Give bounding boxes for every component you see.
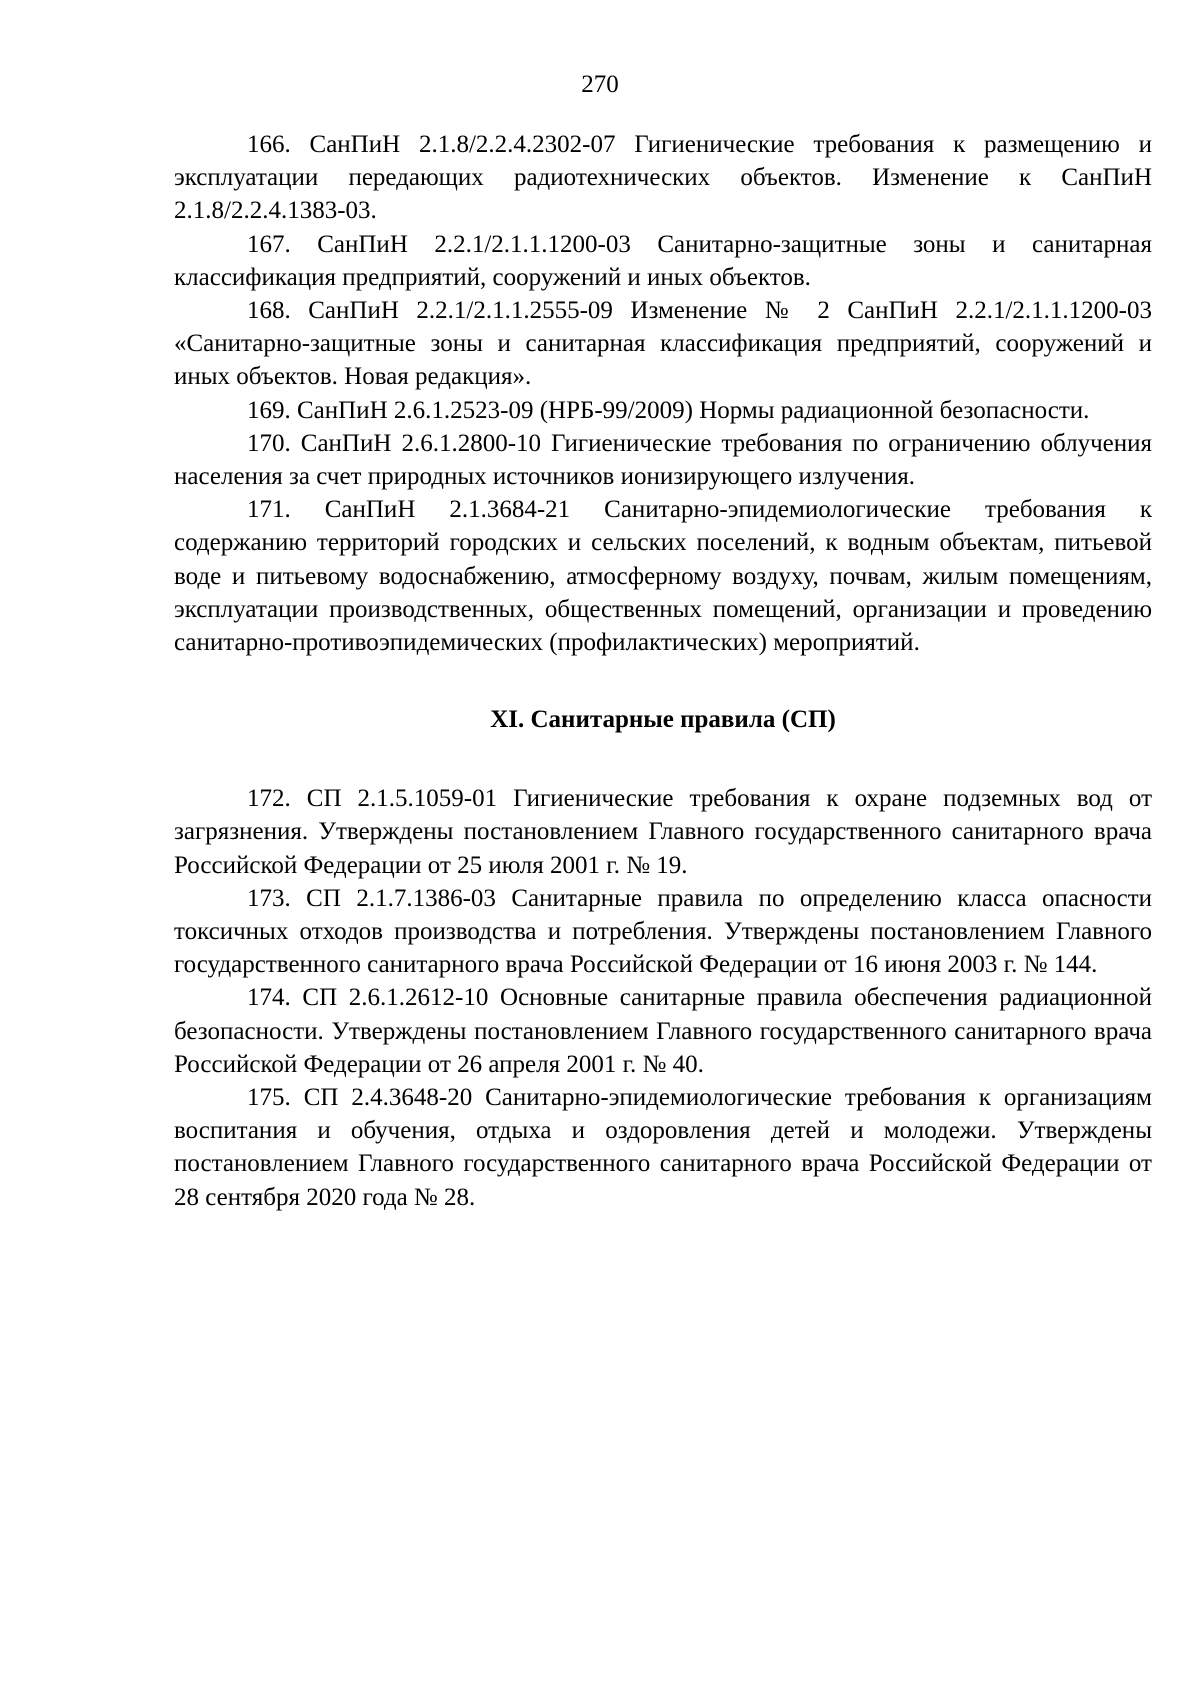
list-item-175: 175. СП 2.4.3648-20 Санитарно-эпидемиологические требования к организациям воспитания и обучения, отдыха и оздоровления детей и молодежи. Утверждены постановлением Главного государственного санитарного врача Российской Федерации от 28 сентября 2020 года № 28.: [174, 1084, 1152, 1211]
list-item-171: 171. СанПиН 2.1.3684-21 Санитарно-эпидемиологические требования к содержанию территорий городских и сельских поселений, к водным объектам, питьевой воде и питьевому водоснабжению, атмосферному воздуху, почвам, жилым помещениям, эксплуатации производственных, общественных помещений, организации и проведению санитарно-противоэпидемических (профилактических) мероприятий.: [174, 496, 1152, 657]
list-item-170: 170. СанПиН 2.6.1.2800-10 Гигиенические требования по ограничению облучения населения за счет природных источников ионизирующего излучения.: [174, 429, 1152, 491]
list-item-172: 172. СП 2.1.5.1059-01 Гигиенические требования к охране подземных вод от загрязнения. Утверждены постановлением Главного государственного санитарного врача Российской Федерации от 25 июля 2001 г. № 19.: [174, 785, 1152, 879]
list-item-166: 166. СанПиН 2.1.8/2.2.4.2302-07 Гигиенические требования к размещению и эксплуатации передающих радиотехнических объектов. Изменение к СанПиН 2.1.8/2.2.4.1383-03.: [174, 131, 1152, 225]
document-body: [174, 128, 1152, 1214]
page-number: 270: [581, 71, 619, 98]
list-item-174: 174. СП 2.6.1.2612-10 Основные санитарные правила обеспечения радиационной безопасности. Утверждены постановлением Главного государственного санитарного врача Российской Федерации от 26 апреля 2001 г. № 40.: [174, 984, 1152, 1078]
list-item-169: 169. СанПиН 2.6.1.2523-09 (НРБ-99/2009) Нормы радиационной безопасности.: [247, 396, 1090, 424]
list-item-167: 167. СанПиН 2.2.1/2.1.1.1200-03 Санитарно-защитные зоны и санитарная классификация предприятий, сооружений и иных объектов.: [174, 230, 1152, 291]
list-item-168: 168. СанПиН 2.2.1/2.1.1.2555-09 Изменение № 2 СанПиН 2.2.1/2.1.1.1200-03 «Санитарно-защитные зоны и санитарная классификация предприятий, сооружений и иных объектов. Новая редакция».: [174, 297, 1152, 391]
list-item-173: 173. СП 2.1.7.1386-03 Санитарные правила по определению класса опасности токсичных отходов производства и потребления. Утверждены постановлением Главного государственного санитарного врача Российской Федерации от 16 июня 2003 г. № 144.: [174, 884, 1152, 979]
section-heading: XI. Санитарные правила (СП): [490, 706, 836, 734]
